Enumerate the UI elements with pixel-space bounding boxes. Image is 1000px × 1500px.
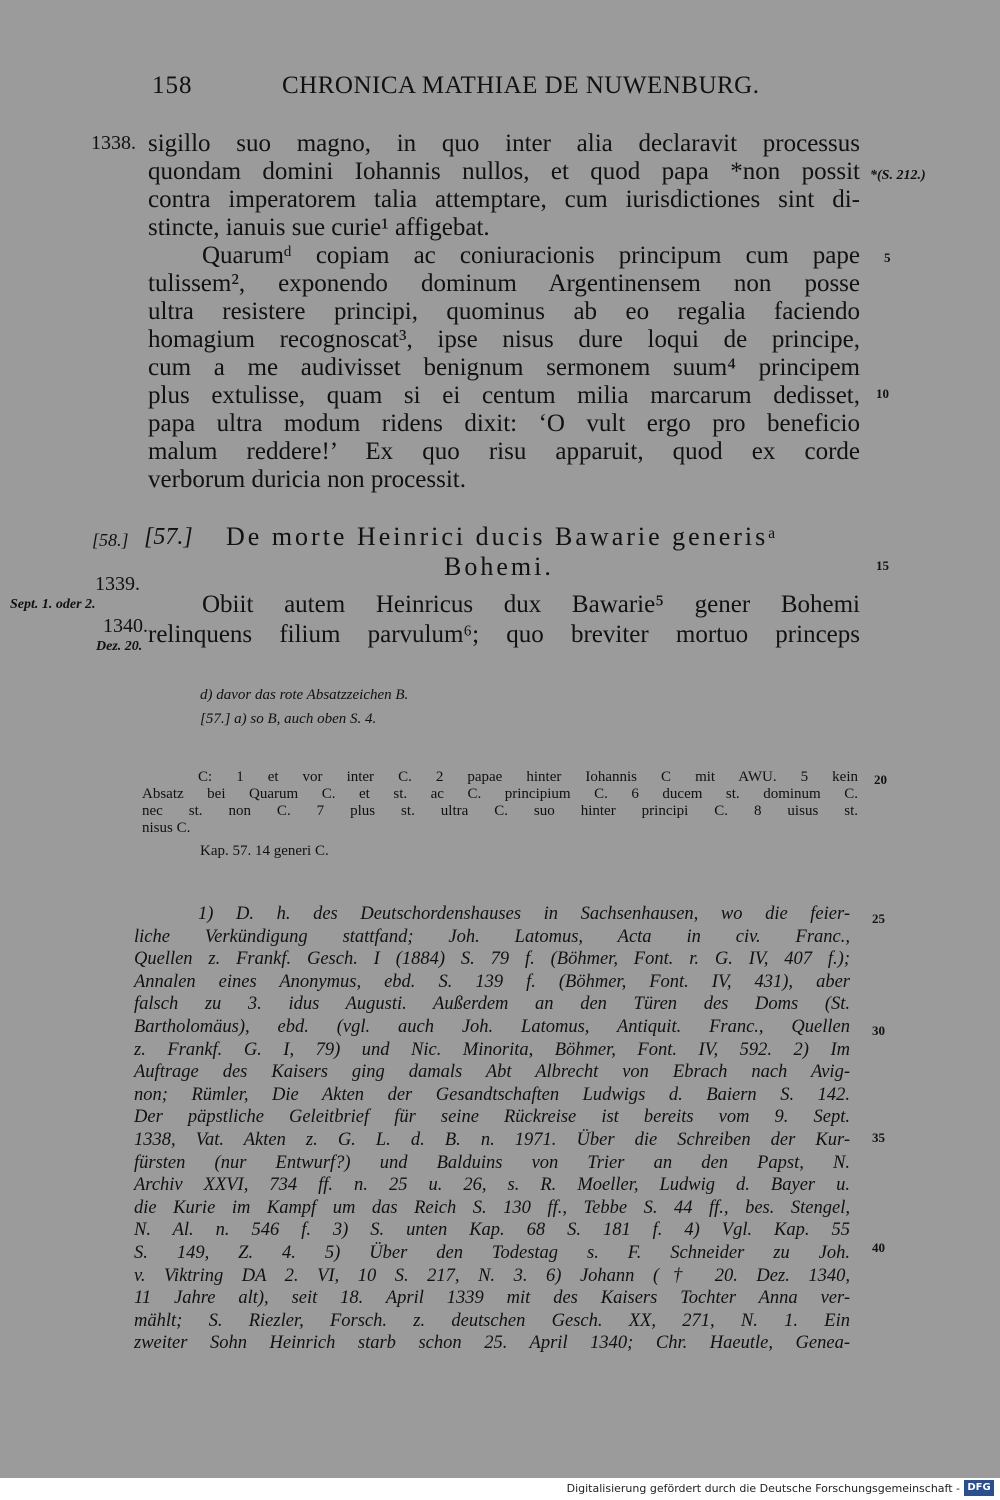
- chapter-number-a: [57.]: [144, 524, 193, 550]
- footnote-line: Auftrage des Kaisers ging damals Abt Albrecht von Ebrach nach Avig-: [134, 1062, 850, 1083]
- critical-line: C: 1 et vor inter C. 2 papae hinter Iohannis C mit AWU. 5 kein: [198, 769, 858, 785]
- margin-year-1339: 1339.: [95, 573, 140, 595]
- footnote-line: Bartholomäus), ebd. (vgl. auch Joh. Latomus, Antiquit. Franc., Quellen: [134, 1016, 850, 1037]
- footnote-line: falsch zu 3. idus Augusti. Außerdem an den Türen des Doms (St.: [134, 994, 850, 1015]
- line-number: 40: [872, 1240, 885, 1255]
- digitization-credit: Digitalisierung gefördert durch die Deutsche Forschungsgemeinschaft -: [566, 1482, 960, 1495]
- text-line: stincte, ianuis sue curie¹ affigebat.: [148, 214, 490, 241]
- critical-line: nec st. non C. 7 plus st. ultra C. suo hinter principi C. 8 uisus st.: [142, 803, 858, 819]
- footnote-line: Der päpstliche Geleitbrief für seine Rückreise ist bereits vom 9. Sept.: [134, 1107, 850, 1128]
- main-text: [148, 130, 860, 494]
- text-line: quondam domini Iohannis nullos, et quod papa *non possit: [148, 158, 860, 185]
- line-number: 35: [872, 1130, 885, 1145]
- footnote-line: zweiter Sohn Heinrich starb schon 25. April 1340; Chr. Haeutle, Genea-: [134, 1333, 850, 1354]
- critical-apparatus: [142, 769, 858, 860]
- footnote-line: N. Al. n. 546 f. 3) S. unten Kap. 68 S. 181 f. 4) Vgl. Kap. 55: [134, 1220, 850, 1241]
- footnote-line: non; Rümler, Die Akten der Gesandtschaften Ludwigs d. Baiern S. 142.: [134, 1084, 850, 1105]
- text-line: papa ultra modum ridens dixit: ‘O vult ergo pro beneficio: [148, 410, 860, 437]
- footnote-line: die Kurie im Kampf um das Reich S. 130 ff., Tebbe S. 44 ff., bes. Stengel,: [134, 1197, 850, 1218]
- dfg-logo: DFG: [964, 1480, 994, 1496]
- text-line: Obiit autem Heinricus dux Bawarie⁵ gener Bohemi: [202, 591, 860, 618]
- footnotes: [134, 903, 850, 1355]
- footnote-line: fürsten (nur Entwurf?) und Balduins von Trier an den Papst, N.: [134, 1152, 850, 1173]
- critical-line: Absatz bei Quarum C. et st. ac C. principium C. 6 ducem st. dominum C.: [142, 786, 858, 802]
- text-line: Quarumᵈ copiam ac coniuracionis principum cum pape: [202, 242, 860, 269]
- text-line: sigillo suo magno, in quo inter alia declaravit processus: [148, 130, 860, 157]
- critical-line: nisus C.: [142, 820, 191, 836]
- line-number: 5: [884, 250, 891, 265]
- text-line: relinquens filium parvulum⁶; quo breviter mortuo princeps: [148, 621, 860, 648]
- footnote-line: liche Verkündigung stattfand; Joh. Latomus, Acta in civ. Franc.,: [134, 926, 850, 947]
- chapter-number-b: [58.]: [92, 530, 129, 550]
- margin-page-reference: *(S. 212.): [870, 168, 926, 183]
- footnote-line: 1) D. h. des Deutschordenshauses in Sachsenhausen, wo die feier-: [198, 904, 850, 924]
- footnote-line: 11 Jahre alt), seit 18. April 1339 mit des Kaisers Tochter Anna ver-: [134, 1288, 850, 1309]
- text-line: homagium recognoscat³, ipse nisus dure loqui de principe,: [148, 326, 860, 353]
- apparatus-note-d: d) davor das rote Absatzzeichen B.: [200, 687, 409, 703]
- margin-year-1340: 1340.: [103, 615, 148, 637]
- text-line: tulissem², exponendo dominum Argentinensem non posse: [148, 270, 860, 297]
- text-line: contra imperatorem talia attemptare, cum iurisdictiones sint di-: [148, 186, 860, 213]
- text-line: ultra resistere principi, quominus ab eo regalia faciendo: [148, 298, 860, 325]
- footnote-line: Archiv XXVI, 734 ff. n. 25 u. 26, s. R. Moeller, Ludwig d. Bayer u.: [134, 1175, 850, 1196]
- chapter-text: [148, 590, 860, 650]
- footnote-line: v. Viktring DA 2. VI, 10 S. 217, N. 3. 6) Johann († 20. Dez. 1340,: [134, 1265, 850, 1286]
- footnote-line: 1338, Vat. Akten z. G. L. d. B. n. 1971. Über die Schreiben der Kur-: [134, 1129, 850, 1150]
- footnote-line: Quellen z. Frankf. Gesch. I (1884) S. 79 f. (Böhmer, Font. r. G. IV, 407 f.);: [134, 949, 850, 970]
- footnote-line: Annalen eines Anonymus, ebd. S. 139 f. (Böhmer, Font. IV, 431), aber: [134, 971, 850, 992]
- margin-date-1339: Sept. 1. oder 2.: [10, 597, 96, 612]
- text-line: malum reddere!’ Ex quo risu apparuit, quod ex corde: [148, 438, 860, 465]
- line-number: 25: [872, 911, 885, 926]
- margin-year-1338: 1338.: [91, 132, 136, 154]
- footnote-line: z. Frankf. G. I, 79) und Nic. Minorita, Böhmer, Font. IV, 592. 2) Im: [134, 1039, 850, 1060]
- text-line: plus extulisse, quam si ei centum milia marcarum dedisset,: [148, 382, 860, 409]
- apparatus-note-a: [57.] a) so B, auch oben S. 4.: [200, 711, 377, 727]
- line-number: 30: [872, 1023, 885, 1038]
- running-title: CHRONICA MATHIAE DE NUWENBURG.: [282, 72, 760, 99]
- chapter-title-line-1: De morte Heinrici ducis Bawarie generisᵃ: [226, 522, 779, 551]
- line-number: 10: [876, 386, 889, 401]
- critical-line: Kap. 57. 14 generi C.: [200, 843, 329, 859]
- text-line: cum a me audivisset benignum sermonem suum⁴ principem: [148, 354, 860, 381]
- chapter-title-line-2: Bohemi.: [444, 552, 554, 581]
- line-number: 20: [874, 772, 887, 787]
- text-line: verborum duricia non processit.: [148, 466, 466, 493]
- footnote-line: mählt; S. Riezler, Forsch. z. deutschen Gesch. XX, 271, N. 1. Ein: [134, 1310, 850, 1331]
- page-number: 158: [152, 72, 193, 99]
- line-number: 15: [876, 558, 889, 573]
- footnote-line: S. 149, Z. 4. 5) Über den Todestag s. F. Schneider zu Joh.: [134, 1242, 850, 1263]
- margin-date-1340: Dez. 20.: [96, 639, 143, 654]
